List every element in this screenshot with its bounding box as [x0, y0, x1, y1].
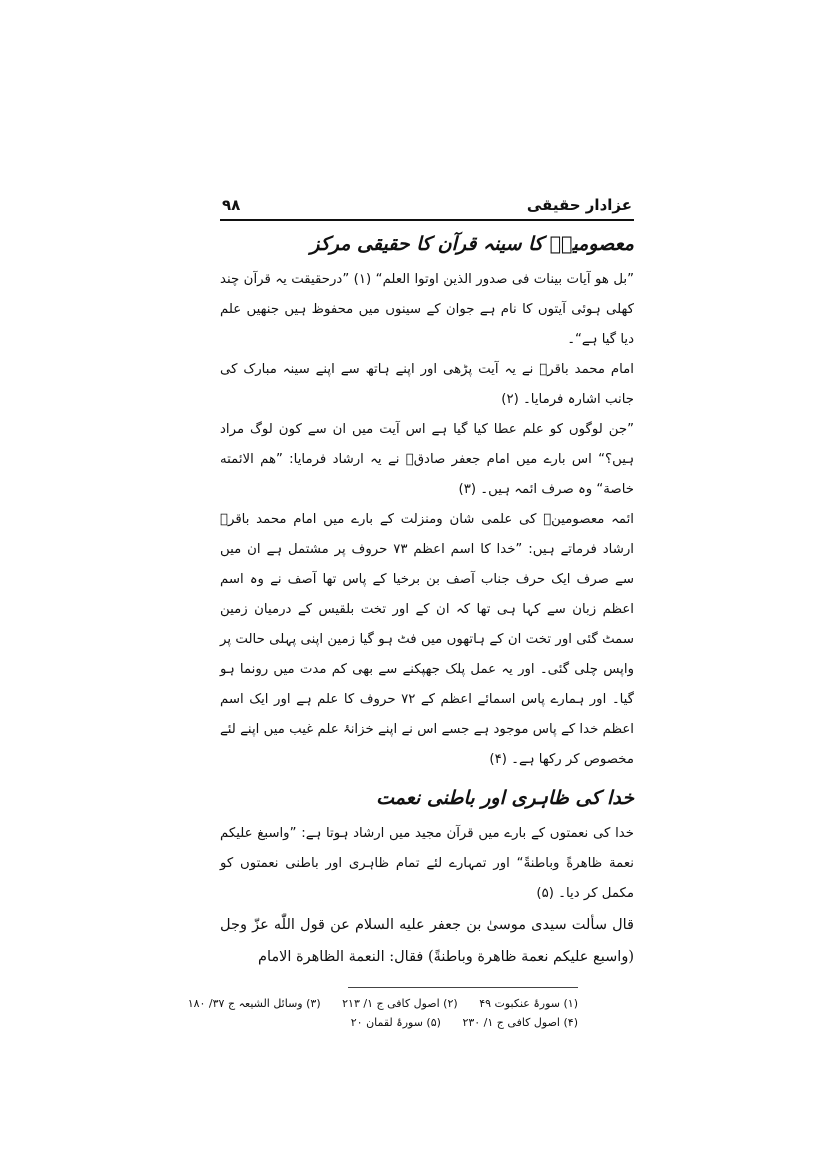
- footnote-line: [220, 1013, 578, 1032]
- page-number: ۹۸: [222, 196, 241, 214]
- footnote: (۱) سورۂ عنکبوت ۴۹: [479, 997, 578, 1010]
- footnote: (۳) وسائل الشیعہ ج ۳۷/ ۱۸۰: [187, 997, 321, 1010]
- paragraph: خدا کی نعمتوں کے بارے میں قرآن مجید میں ارشاد ہوتا ہے: ”واسبغ عليكم نعمة ظاهرةً وباطنةً“ اور تمہارے لئے تمام ظاہری اور باطنی نعمتوں کو مکمل کر دیا۔ (۵): [220, 826, 634, 901]
- paragraph: امام محمد باقرؑ نے یہ آیت پڑھی اور اپنے ہاتھ سے اپنے سینہ مبارک کی جانب اشارہ فرمایا۔ (۲): [220, 362, 634, 407]
- footnote-rule: [348, 987, 578, 988]
- header-rule: [220, 219, 634, 221]
- footnote: (۵) سورۂ لقمان ۲۰: [350, 1016, 441, 1029]
- footnote: (۴) اصول کافی ج ۱/ ۲۳۰: [462, 1016, 578, 1029]
- section-heading-1: معصومینؑ کا سینہ قرآن کا حقیقی مرکز: [310, 233, 634, 255]
- paragraph: ”بل هو آيات بينات فى صدور الذين اوتوا العلم“ (۱) ”درحقیقت یہ قرآن چند کھلی ہوئی آیتوں کا نام ہے جوان کے سینوں میں محفوظ ہیں جنھیں علم دیا گیا ہے“۔: [220, 272, 634, 347]
- footnote: (۲) اصول کافی ج ۱/ ۲۱۳: [342, 997, 458, 1010]
- footnote-line: [187, 994, 578, 1013]
- running-header: [220, 196, 634, 219]
- section-heading-2: خدا کی ظاہری اور باطنی نعمت: [376, 787, 634, 809]
- book-title: عزادار حقیقی: [526, 196, 632, 214]
- book-page: [187, 196, 635, 1032]
- arabic-paragraph: قال سألت سيدى موسىٰ بن جعفر عليه السلام عن قول اللّٰه عزّ وجل (واسبع عليكم نعمة ظاهرة وباطنةً) فقال: النعمة الظاهرة الامام: [220, 917, 634, 965]
- paragraph: ”جن لوگوں کو علم عطا کیا گیا ہے اس آیت میں ان سے کون لوگ مراد ہیں؟“ اس بارے میں امام جعفر صادقؑ نے یہ ارشاد فرمایا: ”هم الائمته خاصة“ وہ صرف ائمہ ہیں۔ (۳): [220, 422, 634, 497]
- paragraph: ائمہ معصومینؑ کی علمی شان ومنزلت کے بارے میں امام محمد باقرؑ ارشاد فرماتے ہیں: ”خدا کا اسم اعظم ۷۳ حروف پر مشتمل ہے ان میں سے صرف ایک حرف جناب آصف بن برخیا کے پاس تھا آصف نے وہ اسم اعظم زبان سے کہا ہی تھا کہ ان کے اور تخت بلقیس کے درمیان زمین سمٹ گئی اور تخت ان کے ہاتھوں میں فٹ ہو گیا زمین اپنی پہلی حالت پر واپس چلی گئی۔ اور یہ عمل پلک جھپکنے سے بھی کم مدت میں رونما ہو گیا۔ اور ہمارے پاس اسمائے اعظم کے ۷۲ حروف کا علم ہے اور ایک اسم اعظم خدا کے پاس موجود ہے جسے اس نے اپنے خزانۂ علم غیب میں اپنے لئے مخصوص کر رکھا ہے۔ (۴): [220, 512, 635, 767]
